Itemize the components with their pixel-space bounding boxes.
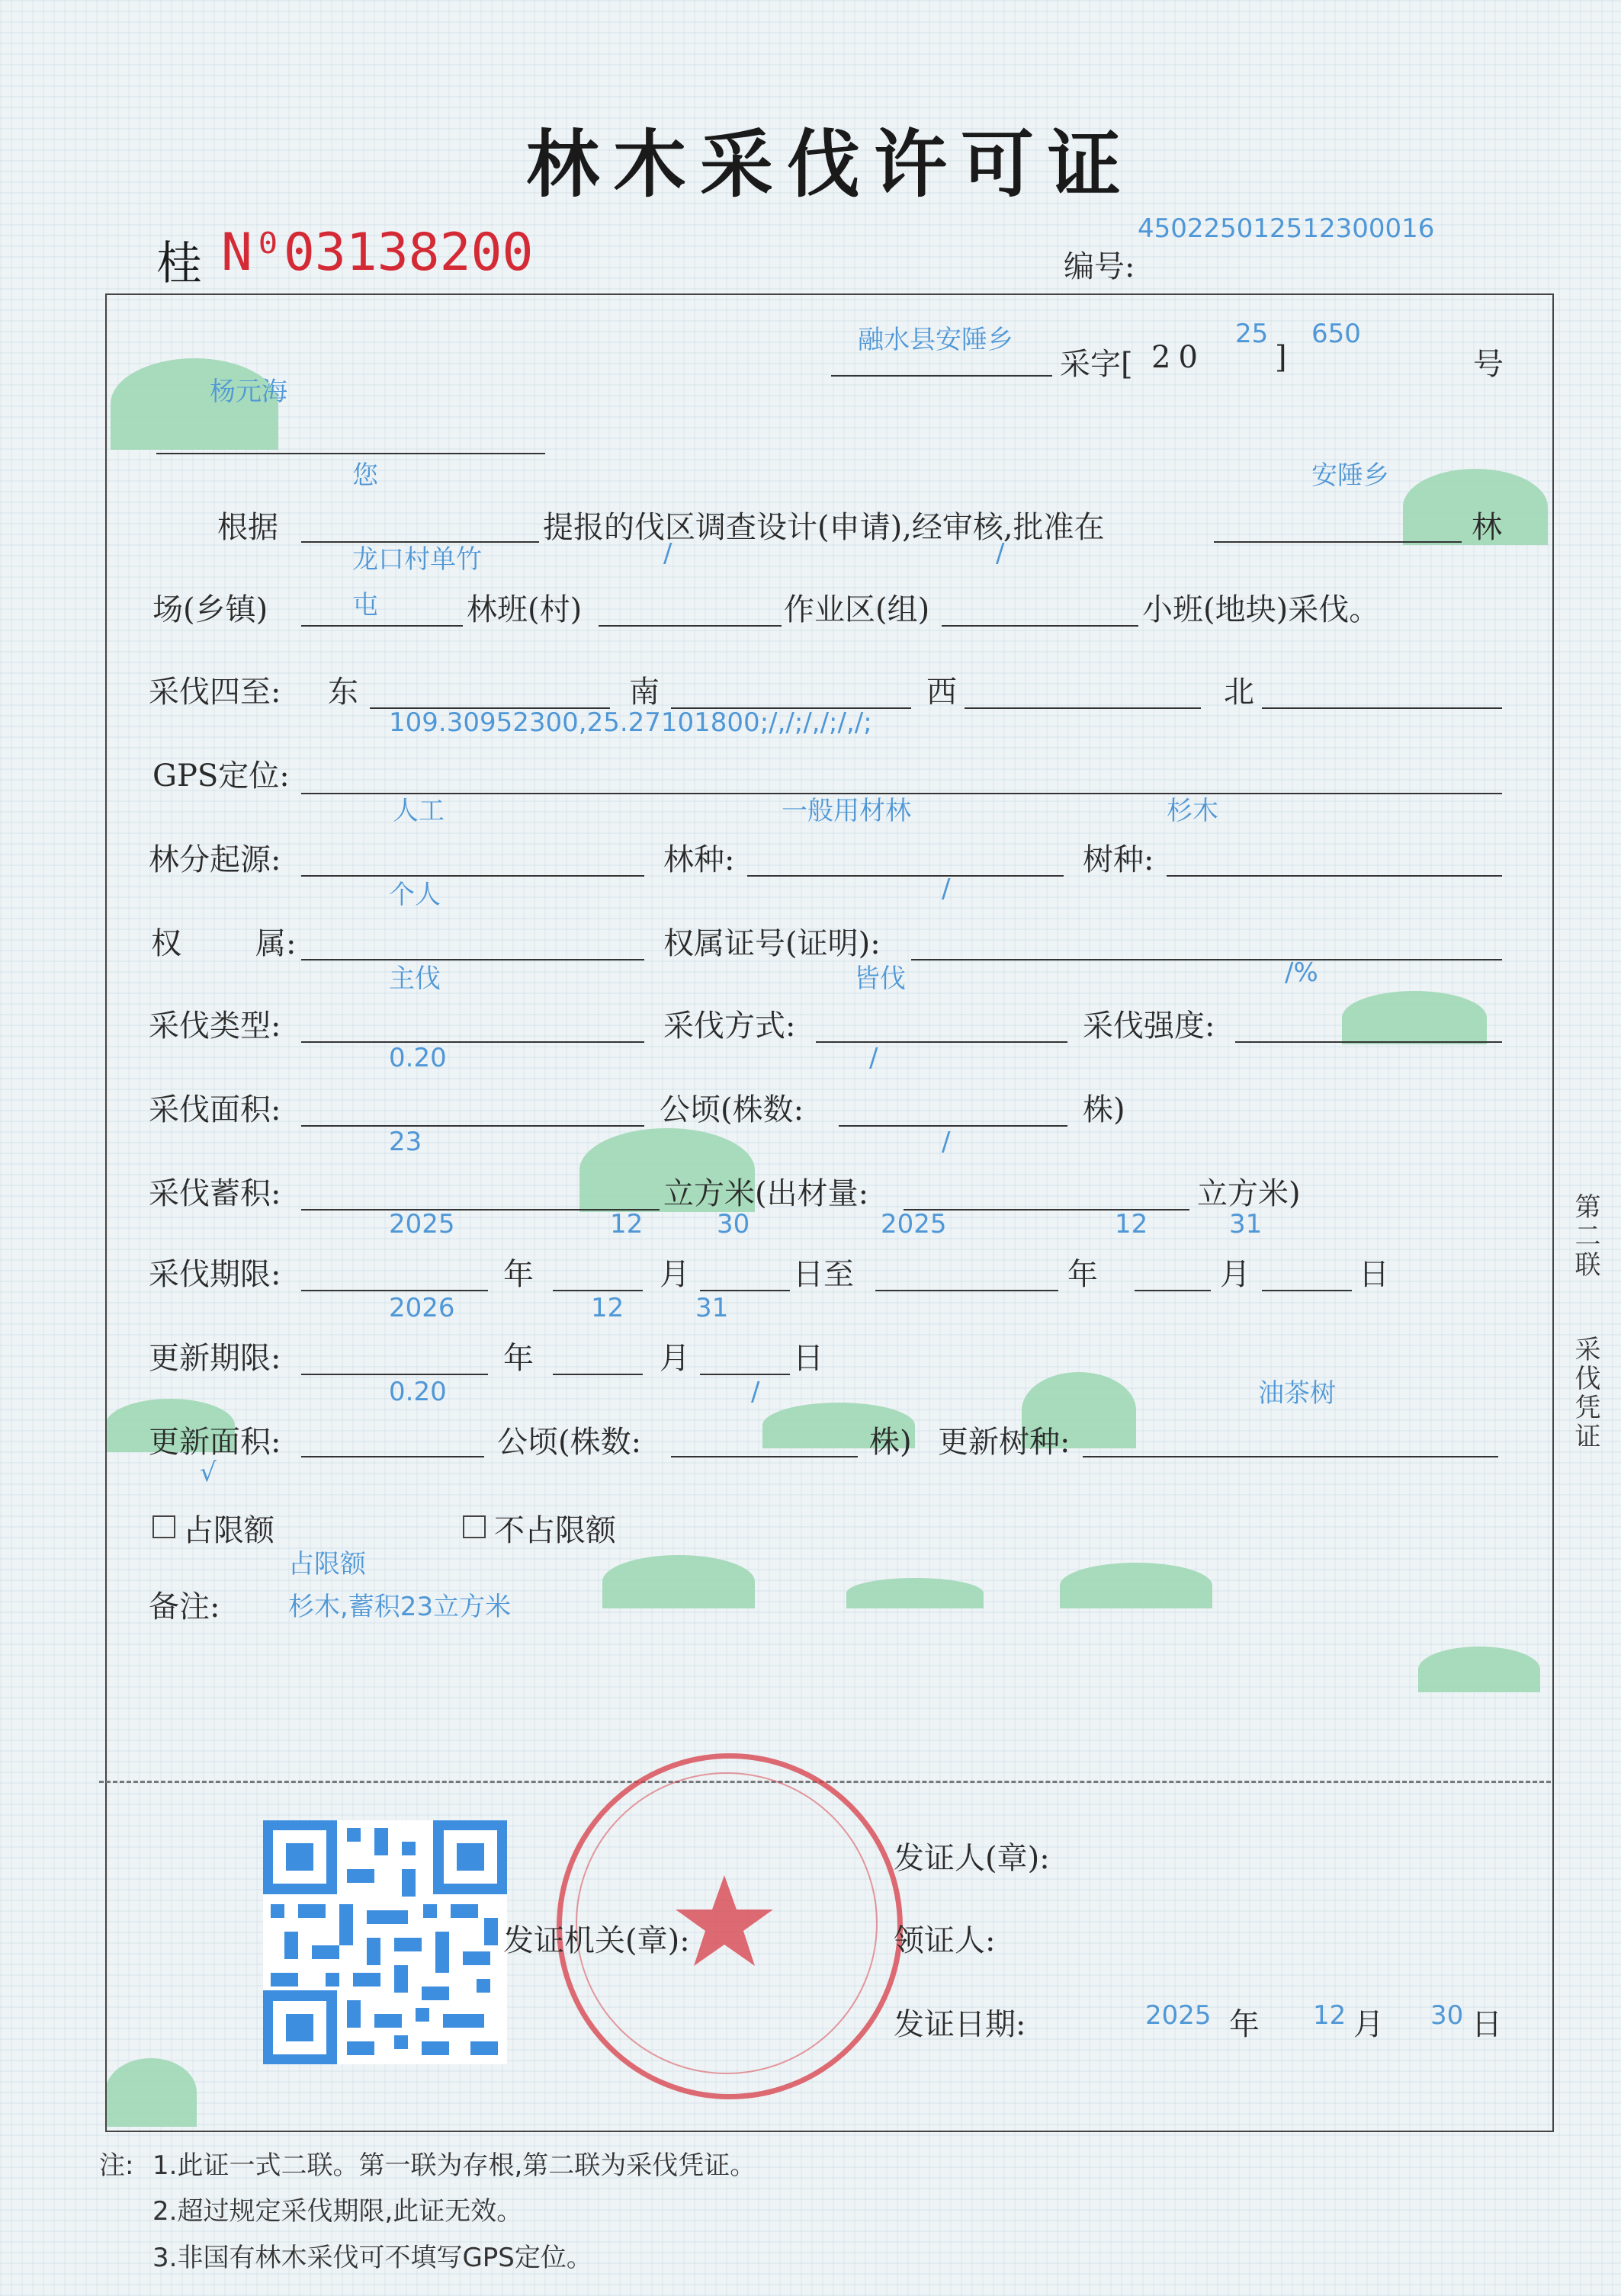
area-line bbox=[301, 1125, 644, 1127]
renewal-year-fill: 2026 bbox=[389, 1293, 455, 1323]
period-end-year: 2025 bbox=[881, 1209, 947, 1239]
number-label: 编号: bbox=[1064, 249, 1135, 284]
period-year-unit: 年 bbox=[503, 1257, 534, 1292]
period-day-unit: 日 bbox=[1359, 1257, 1389, 1292]
harvest-intensity-fill: /% bbox=[1285, 957, 1318, 988]
gps-fill: 109.30952300,25.27101800;/,/;/,/;/,/; bbox=[389, 707, 872, 738]
period-end-month: 12 bbox=[1115, 1209, 1148, 1239]
harvest-type-fill: 主伐 bbox=[389, 964, 441, 994]
renewal-month-unit: 月 bbox=[660, 1341, 690, 1376]
renewal-year-unit: 年 bbox=[503, 1341, 534, 1376]
harvest-method-fill: 皆伐 bbox=[854, 964, 906, 994]
issuer-line bbox=[831, 375, 1052, 377]
receiver-label: 领证人: bbox=[894, 1923, 996, 1958]
boundary-west: 西 bbox=[926, 675, 957, 710]
volume-unit: 立方米(出材量: bbox=[663, 1176, 869, 1211]
bracket-close: ] bbox=[1275, 340, 1287, 375]
basis-lin: 林 bbox=[1472, 510, 1502, 545]
renewal-stems-unit: 株) bbox=[869, 1425, 912, 1460]
species-label: 树种: bbox=[1083, 842, 1154, 877]
issue-date-year-unit: 年 bbox=[1229, 2007, 1260, 2042]
cert-line bbox=[911, 959, 1502, 960]
renewal-species-label: 更新树种: bbox=[938, 1425, 1071, 1460]
issue-date-label: 发证日期: bbox=[894, 2007, 1026, 2042]
harvest-type-line bbox=[301, 1041, 644, 1043]
issue-date-month: 12 bbox=[1313, 2000, 1347, 2031]
sub-compartment-fill: / bbox=[996, 538, 1005, 569]
remarks-line2: 杉木,蓄积23立方米 bbox=[288, 1592, 512, 1622]
harvest-type-label: 采伐类型: bbox=[149, 1009, 281, 1044]
period-start-year: 2025 bbox=[389, 1209, 455, 1239]
period-month-unit: 月 bbox=[660, 1257, 690, 1292]
serial-prefix: 桂 bbox=[156, 237, 202, 290]
gps-label: GPS定位: bbox=[152, 758, 290, 794]
period-end-day-line bbox=[1262, 1290, 1352, 1291]
year-prefix: 20 bbox=[1151, 340, 1205, 375]
forest-class-line bbox=[301, 625, 463, 627]
period-start-year-line bbox=[301, 1290, 488, 1291]
period-start-month: 12 bbox=[610, 1209, 644, 1239]
renewal-area-fill: 0.20 bbox=[389, 1377, 447, 1407]
number-value: 450225012512300016 bbox=[1138, 213, 1435, 244]
document-title: 林木采伐许可证 bbox=[526, 121, 1135, 207]
chang-label: 场(乡镇) bbox=[152, 592, 268, 627]
note-item: 1.此证一式二联。第一联为存根,第二联为采伐凭证。 bbox=[152, 2150, 756, 2181]
side-purpose-label: 采伐凭证 bbox=[1570, 1336, 1600, 1451]
issuer-label: 发证人(章): bbox=[894, 1841, 1050, 1876]
boundary-south: 南 bbox=[629, 675, 660, 710]
quota-occupy-label: 占限额 bbox=[183, 1513, 274, 1548]
renewal-stems-line bbox=[671, 1456, 858, 1457]
applicant-line bbox=[156, 453, 545, 454]
serial-number: N⁰03138200 bbox=[221, 223, 534, 283]
area-unit: 公顷(株数: bbox=[660, 1092, 804, 1127]
renewal-area-unit: 公顷(株数: bbox=[497, 1425, 642, 1460]
quota-not-occupy-label: 不占限额 bbox=[494, 1513, 616, 1548]
origin-fill: 人工 bbox=[393, 796, 445, 826]
stems-unit: 株) bbox=[1083, 1092, 1125, 1127]
forest-class-fill: 龙口村单竹 bbox=[352, 544, 482, 575]
stems-fill: / bbox=[869, 1043, 878, 1073]
work-area-line bbox=[599, 625, 782, 627]
quota-occupy-checkbox[interactable] bbox=[152, 1515, 175, 1538]
harvest-method-label: 采伐方式: bbox=[663, 1009, 796, 1044]
period-end-day: 31 bbox=[1229, 1209, 1263, 1239]
ownership-fill: 个人 bbox=[389, 880, 441, 910]
species-line bbox=[1167, 875, 1502, 877]
authority-label: 发证机关(章): bbox=[503, 1923, 690, 1958]
year-fill: 25 bbox=[1235, 319, 1269, 349]
cert-fill: / bbox=[942, 874, 951, 904]
basis-forest-fill: 安陲乡 bbox=[1311, 460, 1389, 491]
period-start-month-line bbox=[553, 1290, 643, 1291]
renewal-day-unit: 日 bbox=[793, 1341, 823, 1376]
issue-date-day-unit: 日 bbox=[1472, 2007, 1502, 2042]
renewal-species-fill: 油茶树 bbox=[1258, 1378, 1336, 1409]
forest-class-fill-tail: 屯 bbox=[352, 590, 378, 620]
notes-prefix: 注: bbox=[99, 2150, 134, 2181]
sub-compartment-line bbox=[942, 625, 1138, 627]
cert-label: 权属证号(证明): bbox=[663, 926, 881, 961]
renewal-area-label: 更新面积: bbox=[149, 1425, 281, 1460]
lin-ban-label: 林班(村) bbox=[467, 592, 583, 627]
period-start-day-line bbox=[700, 1290, 790, 1291]
renewal-area-line bbox=[301, 1456, 484, 1457]
ownership-label-b: 属: bbox=[255, 926, 297, 961]
harvest-intensity-line bbox=[1235, 1041, 1502, 1043]
issue-date-day: 30 bbox=[1430, 2000, 1464, 2031]
boundary-west-line bbox=[965, 707, 1201, 709]
remarks-line1: 占限额 bbox=[288, 1549, 366, 1579]
basis-who-fill: 您 bbox=[352, 460, 378, 491]
output-fill: / bbox=[942, 1127, 951, 1157]
period-end-month-unit: 月 bbox=[1220, 1257, 1250, 1292]
boundary-north: 北 bbox=[1224, 675, 1254, 710]
issuer-fill: 融水县安陲乡 bbox=[858, 325, 1013, 355]
issue-date-year: 2025 bbox=[1145, 2000, 1212, 2031]
renewal-day-fill: 31 bbox=[695, 1293, 729, 1323]
ownership-line bbox=[301, 959, 644, 960]
harvest-method-line bbox=[816, 1041, 1067, 1043]
basis-text: 提报的伐区调查设计(申请),经审核,批准在 bbox=[543, 510, 1105, 545]
origin-label: 林分起源: bbox=[149, 842, 281, 877]
species-fill: 杉木 bbox=[1167, 796, 1218, 826]
qr-code bbox=[263, 1820, 507, 2064]
period-end-year-unit: 年 bbox=[1067, 1257, 1098, 1292]
remarks-label: 备注: bbox=[149, 1589, 220, 1624]
renewal-period-label: 更新期限: bbox=[149, 1341, 281, 1376]
hao-label: 号 bbox=[1473, 347, 1504, 382]
area-fill: 0.20 bbox=[389, 1043, 447, 1073]
forest-type-label: 林种: bbox=[663, 842, 735, 877]
volume-line bbox=[301, 1209, 660, 1211]
renewal-month-line bbox=[553, 1374, 643, 1375]
note-item: 3.非国有林木采伐可不填写GPS定位。 bbox=[152, 2243, 592, 2273]
side-copy-label: 第二联 bbox=[1570, 1193, 1600, 1280]
period-start-day: 30 bbox=[717, 1209, 750, 1239]
applicant-name: 杨元海 bbox=[210, 377, 287, 407]
boundaries-label: 采伐四至: bbox=[149, 675, 281, 710]
note-item: 2.超过规定采伐期限,此证无效。 bbox=[152, 2196, 523, 2227]
period-end-year-line bbox=[875, 1290, 1058, 1291]
ownership-label-a: 权 bbox=[151, 926, 181, 961]
work-area-fill: / bbox=[663, 538, 672, 569]
permit-word: 采字[ bbox=[1060, 347, 1133, 382]
renewal-species-line bbox=[1083, 1456, 1498, 1457]
output-unit: 立方米) bbox=[1197, 1176, 1301, 1211]
area-label: 采伐面积: bbox=[149, 1092, 281, 1127]
period-label: 采伐期限: bbox=[149, 1257, 281, 1292]
harvest-intensity-label: 采伐强度: bbox=[1083, 1009, 1215, 1044]
renewal-stems-fill: / bbox=[751, 1377, 760, 1407]
origin-line bbox=[301, 875, 644, 877]
permit-number-fill: 650 bbox=[1311, 319, 1361, 349]
quota-check-mark: √ bbox=[200, 1457, 217, 1488]
basis-forest-line bbox=[1214, 541, 1462, 543]
period-day-to: 日至 bbox=[793, 1257, 854, 1292]
sub-compartment-label: 小班(地块)采伐。 bbox=[1142, 592, 1380, 627]
work-area-label: 作业区(组) bbox=[784, 592, 930, 627]
stems-line bbox=[839, 1125, 1067, 1127]
issue-date-month-unit: 月 bbox=[1353, 2007, 1384, 2042]
renewal-year-line bbox=[301, 1374, 488, 1375]
forest-type-line bbox=[747, 875, 1064, 877]
boundary-north-line bbox=[1262, 707, 1502, 709]
volume-label: 采伐蓄积: bbox=[149, 1176, 281, 1211]
renewal-day-line bbox=[700, 1374, 790, 1375]
quota-not-occupy-checkbox[interactable] bbox=[463, 1515, 486, 1538]
boundary-east: 东 bbox=[328, 675, 358, 710]
period-end-month-line bbox=[1135, 1290, 1211, 1291]
qr-code-icon bbox=[263, 1820, 507, 2064]
basis-prefix: 根据 bbox=[217, 510, 278, 545]
renewal-month-fill: 12 bbox=[591, 1293, 624, 1323]
volume-fill: 23 bbox=[389, 1127, 422, 1157]
forest-type-fill: 一般用材林 bbox=[782, 796, 911, 826]
